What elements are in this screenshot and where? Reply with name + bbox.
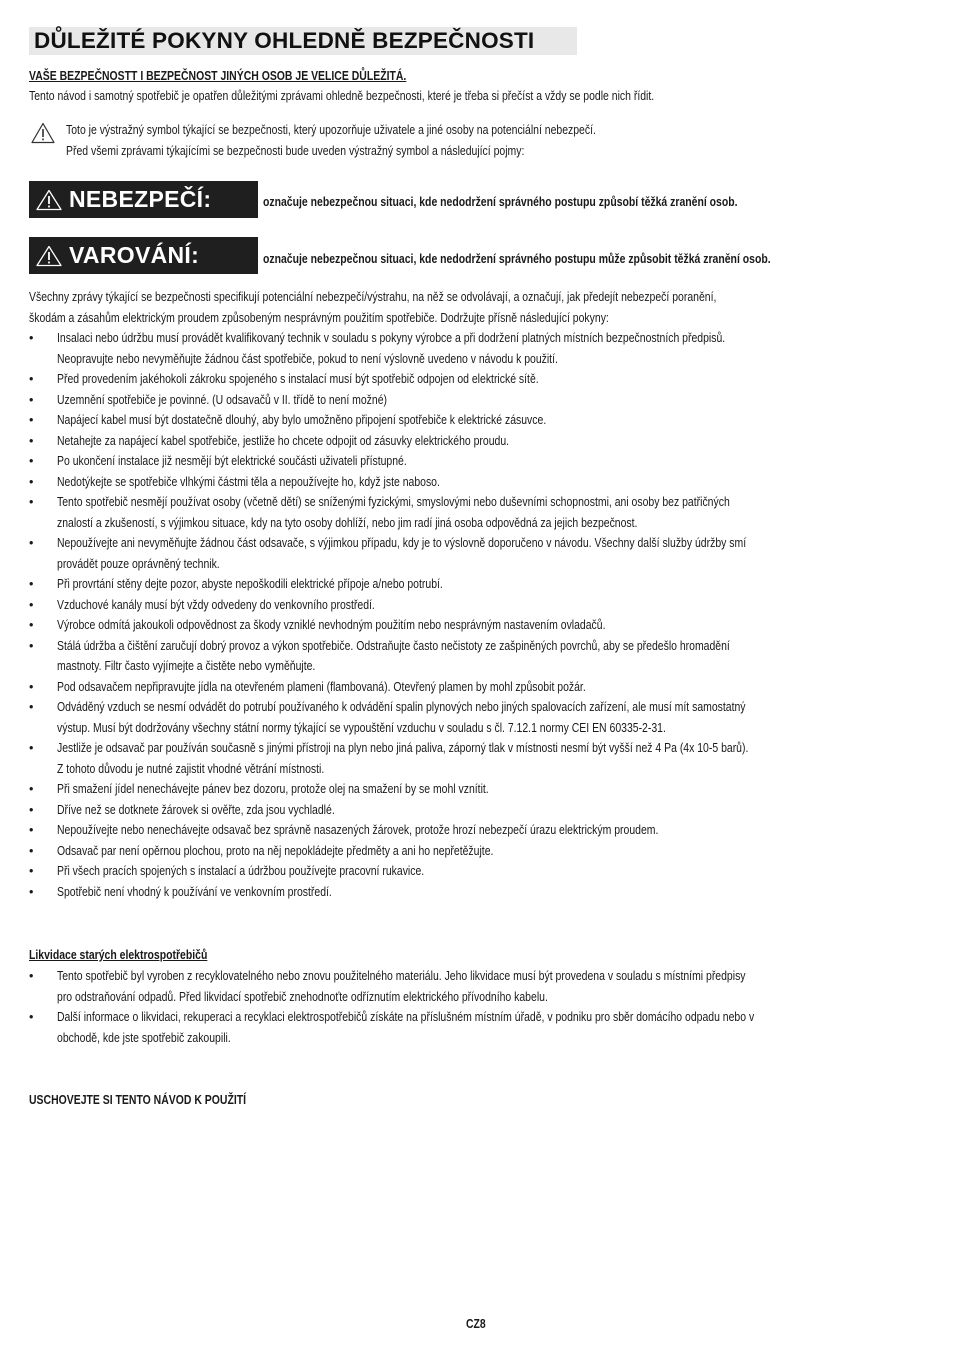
safety-item-text: Při všech pracích spojených s instalací a údržbou používejte pracovní rukavice. [57, 864, 425, 878]
bullet-marker: • [29, 782, 34, 796]
bullet-marker: • [29, 679, 34, 694]
safety-item-text: Spotřebič není vhodný k používání ve venkovním prostředí. [57, 884, 332, 899]
general-text-line1: Všechny zprávy týkající se bezpečnosti specifikují potenciální nebezpečí/výstrahu, na něž se odvolávají, a označují, jak předejít nebezpečí poranění, [29, 290, 717, 304]
bullet-marker: • [29, 864, 34, 878]
safety-item-text: Odváděný vzduch se nesmí odvádět do potrubí používaného k odvádění spalin plynových nebo jiných spalovacích zařízení, ale musí mít samostatný [57, 700, 746, 714]
bullet-marker: • [29, 638, 34, 653]
safety-item-text: provádět pouze oprávněný technik. [57, 556, 220, 571]
bullet-marker: • [29, 392, 34, 407]
safety-item-text: Pod odsavačem nepřipravujte jídla na otevřeném plameni (flambovaná). Otevřený plamen by mohl způsobit požár. [57, 679, 586, 694]
safety-item-text: Nepoužívejte ani nevyměňujte žádnou část odsavače, s výjimkou případu, kdy je to výslovně doporučeno v návodu. Všechny další služby údržby smí [57, 536, 747, 550]
safety-item-text: Netahejte za napájecí kabel spotřebiče, jestliže ho chcete odpojit od zásuvky elektrického proudu. [57, 433, 510, 448]
disposal-item-text: pro odstraňování odpadů. Před likvidací spotřebič znehodnoťte odříznutím elektrického přívodního kabelu. [57, 989, 548, 1004]
bullet-marker: • [29, 372, 34, 386]
bullet-marker: • [29, 597, 34, 612]
bullet-marker: • [29, 454, 34, 468]
bullet-marker: • [29, 843, 34, 858]
signal-warning-box [29, 237, 258, 274]
bullet-marker: • [29, 413, 34, 427]
safety-item-text: Tento spotřebič nesmějí používat osoby (včetně dětí) se sníženými fyzickými, smyslovými nebo duševními schopnostmi, ani osoby bez patřičných [57, 495, 730, 509]
safety-item-text: Z tohoto důvodu je nutné zajistit vhodné větrání místnosti. [57, 761, 325, 776]
bullet-marker: • [29, 700, 34, 714]
signal-warning-label: VAROVÁNÍ: [69, 242, 200, 268]
safety-item-text: Vzduchové kanály musí být vždy odvedeny do venkovního prostředí. [57, 597, 375, 612]
disposal-item-text: obchodě, kde jste spotřebič zakoupili. [57, 1030, 231, 1045]
signal-danger-label: NEBEZPEČÍ: [69, 186, 212, 212]
warning-triangle-icon [31, 122, 55, 144]
safety-item-text: mastnoty. Filtr často vyjímejte a čistěte nebo vyměňujte. [57, 659, 316, 673]
safety-item-text: Před provedením jakéhokoli zákroku spojeného s instalací musí být spotřebič odpojen od elektrické sítě. [57, 372, 539, 386]
bullet-marker: • [29, 741, 34, 755]
bullet-marker: • [29, 618, 34, 632]
safety-item-text: Jestliže je odsavač par používán současně s jinými přístroji na plyn nebo jiná paliva, záporný tlak v místnosti nesmí být vyšší než 4 Pa (4x 10-5 barů). [57, 741, 749, 755]
bullet-marker: • [29, 495, 34, 509]
bullet-marker: • [29, 884, 34, 899]
safety-item-text: znalostí a zkušeností, s výjimkou situace, kdy na tyto osoby dohlíží, nebo jim radí jiná osoba odpovědná za jejich bezpečnost. [57, 515, 638, 530]
safety-item-text: Nedotýkejte se spotřebiče vlhkými částmi těla a nepoužívejte ho, když jste naboso. [57, 474, 440, 489]
symbol-note-line1: Toto je výstražný symbol týkající se bezpečnosti, který upozorňuje uživatele a jiné osoby na potenciální nebezpečí. [66, 123, 596, 137]
safety-item-text: Při smažení jídel nenechávejte pánev bez dozoru, protože olej na smažení by se mohl vznítit. [57, 782, 489, 796]
safety-item-text: Insalaci nebo údržbu musí provádět kvalifikovaný technik v souladu s pokyny výrobce a při dodržení platných místních bezpečnostních předpisů. [57, 331, 726, 345]
bullet-marker: • [29, 802, 34, 817]
disposal-item-text: Další informace o likvidaci, rekuperaci a recyklaci elektrospotřebičů získáte na příslušném místním úřadě, v podniku pro sběr domácího odpadu nebo v [57, 1010, 755, 1024]
safety-item-text: Stálá údržba a čištění zaručují dobrý provoz a výkon spotřebiče. Odstraňujte často nečistoty ze zašpiněných povrchů, aby se předešlo hromadění [57, 638, 730, 653]
page-title: DŮLEŽITÉ POKYNY OHLEDNĚ BEZPEČNOSTI [34, 28, 535, 53]
bullet-marker: • [29, 577, 34, 591]
disposal-heading: Likvidace starých elektrospotřebičů [29, 948, 208, 962]
bullet-marker: • [29, 474, 34, 489]
safety-item-text: Uzemnění spotřebiče je povinné. (U odsavačů v II. třídě to není možné) [57, 392, 388, 407]
safety-item-text: Výrobce odmítá jakoukoli odpovědnost za škody vzniklé nevhodným použitím nebo nesprávným nastavením ovladačů. [57, 618, 606, 632]
safety-item-text: Dříve než se dotknete žárovek si ověřte, zda jsou vychladlé. [57, 802, 335, 817]
safety-item-text: Po ukončení instalace již nesmějí být elektrické součásti uživateli přístupné. [57, 454, 407, 468]
bullet-marker: • [29, 536, 34, 550]
safety-item-text: Při provrtání stěny dejte pozor, abyste nepoškodili elektrické přípoje a/nebo potrubí. [57, 577, 443, 591]
general-text-line2: škodám a zásahům elektrickým proudem způsobeným nesprávným použitím spotřebiče. Dodržujte přísně následující pokyny: [29, 310, 609, 325]
page-number: CZ8 [466, 1316, 486, 1331]
subheading: VAŠE BEZPEČNOSTT I BEZPEČNOST JINÝCH OSOB JE VELICE DŮLEŽITÁ. [29, 69, 407, 83]
bullet-marker: • [29, 969, 34, 983]
symbol-note-line2: Před všemi zprávami týkajícími se bezpečnosti bude uveden výstražný symbol a následující pojmy: [66, 143, 525, 158]
intro-text: Tento návod i samotný spotřebič je opatřen důležitými zprávami ohledně bezpečnosti, které je třeba si přečíst a vždy se podle nich řídit. [29, 89, 655, 103]
safety-item-text: Odsavač par není opěrnou plochou, proto na něj nepokládejte předměty a ani ho nepřetěžujte. [57, 843, 494, 858]
keep-manual-note: USCHOVEJTE SI TENTO NÁVOD K POUŽITÍ [29, 1093, 247, 1107]
disposal-item-text: Tento spotřebič byl vyroben z recyklovatelného nebo znovu použitelného materiálu. Jeho likvidace musí být provedena v souladu s místními předpisy [57, 969, 746, 983]
bullet-marker: • [29, 1010, 34, 1024]
bullet-marker: • [29, 331, 34, 345]
signal-danger-description: označuje nebezpečnou situaci, kde nedodržení správného postupu způsobí těžká zranění osob. [263, 195, 738, 209]
bullet-marker: • [29, 433, 34, 448]
safety-item-text: výstup. Musí být dodržovány všechny státní normy týkající se vypouštění vzduchu v souladu s čl. 7.12.1 normy CEI EN 60335-2-31. [57, 720, 666, 735]
safety-item-text: Nepoužívejte nebo nenechávejte odsavač bez správně nasazených žárovek, protože hrozí nebezpečí úrazu elektrickým proudem. [57, 823, 659, 837]
signal-danger-box [29, 181, 258, 218]
safety-item-text: Neopravujte nebo nevyměňujte žádnou část spotřebiče, pokud to není výslovně uvedeno v návodu k použití. [57, 351, 558, 366]
safety-item-text: Napájecí kabel musí být dostatečně dlouhý, aby bylo umožněno připojení spotřebiče k elektrické zásuvce. [57, 413, 547, 427]
signal-warning-description: označuje nebezpečnou situaci, kde nedodržení správného postupu může způsobit těžká zranění osob. [263, 252, 771, 266]
warning-triangle-icon [36, 245, 62, 267]
warning-triangle-icon [36, 189, 62, 211]
bullet-marker: • [29, 823, 34, 837]
